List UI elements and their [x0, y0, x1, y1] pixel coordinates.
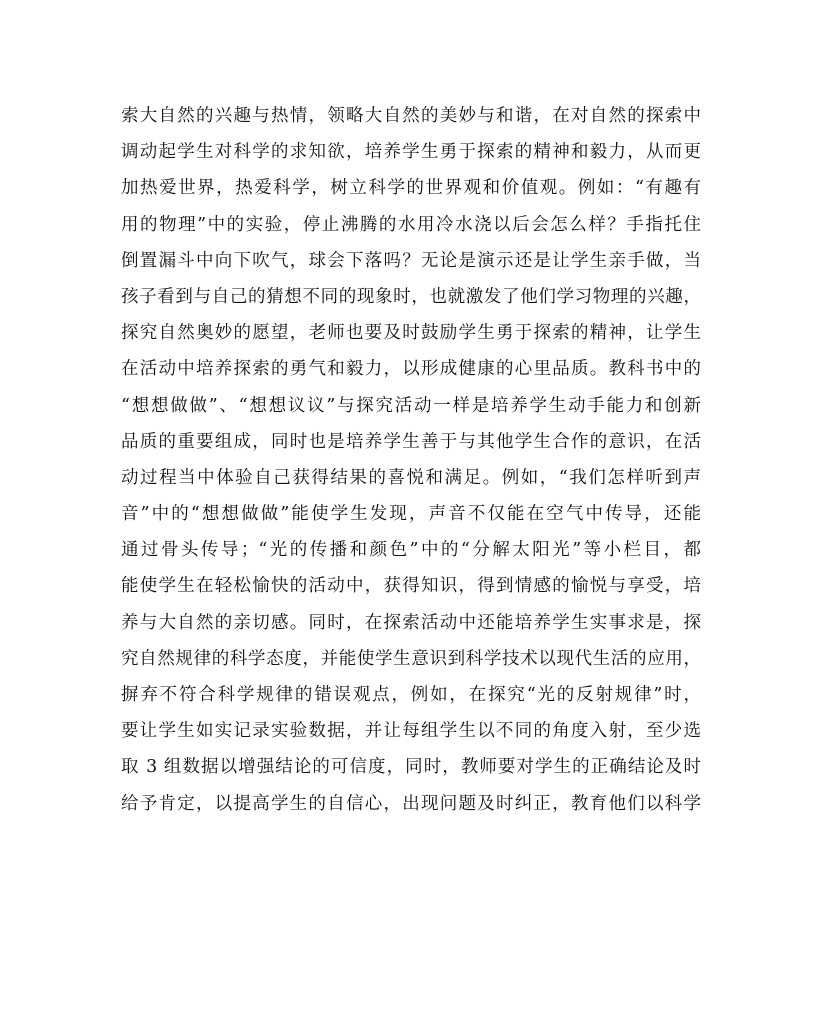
text-line: 音”中的“想想做做”能使学生发现，声音不仅能在空气中传导，还能 [121, 504, 701, 525]
text-line: 能使学生在轻松愉快的活动中，获得知识，得到情感的愉悦与享受，培 [121, 576, 701, 597]
text-line: “想想做做”、“想想议议”与探究活动一样是培养学生动手能力和创新 [121, 395, 701, 416]
text-line: 取 3 组数据以增强结论的可信度，同时，教师要对学生的正确结论及时 [121, 757, 701, 778]
body-paragraph [121, 98, 701, 822]
text-line: 摒弃不符合科学规律的错误观点，例如，在探究“光的反射规律”时， [121, 685, 701, 705]
text-line: 调动起学生对科学的求知欲，培养学生勇于探索的精神和毅力，从而更 [121, 142, 701, 163]
text-line: 加热爱世界，热爱科学，树立科学的世界观和价值观。例如：“有趣有 [121, 178, 701, 199]
text-line: 在活动中培养探索的勇气和毅力，以形成健康的心里品质。教科书中的 [121, 359, 701, 380]
text-line: 倒置漏斗中向下吹气，球会下落吗？无论是演示还是让学生亲手做，当 [121, 250, 701, 271]
text-line: 通过骨头传导；“光的传播和颜色”中的“分解太阳光”等小栏目，都 [121, 540, 701, 561]
text-line: 用的物理”中的实验，停止沸腾的水用冷水浇以后会怎么样？手指托住 [121, 214, 701, 235]
text-line: 索大自然的兴趣与热情，领略大自然的美妙与和谐，在对自然的探索中 [121, 106, 701, 126]
text-line: 养与大自然的亲切感。同时，在探索活动中还能培养学生实事求是，探 [121, 612, 701, 633]
text-line: 究自然规律的科学态度，并能使学生意识到科学技术以现代生活的应用， [121, 648, 701, 669]
text-line: 给予肯定，以提高学生的自信心，出现问题及时纠正，教育他们以科学 [121, 793, 701, 814]
text-line: 动过程当中体验自己获得结果的喜悦和满足。例如，“我们怎样听到声 [121, 467, 701, 488]
text-line: 孩子看到与自己的猜想不同的现象时，也就激发了他们学习物理的兴趣， [121, 286, 701, 307]
text-line: 探究自然奥妙的愿望，老师也要及时鼓励学生勇于探索的精神，让学生 [121, 323, 701, 344]
text-line: 品质的重要组成，同时也是培养学生善于与其他学生合作的意识，在活 [121, 431, 701, 452]
text-line: 要让学生如实记录实验数据，并让每组学生以不同的角度入射，至少选 [121, 721, 701, 742]
